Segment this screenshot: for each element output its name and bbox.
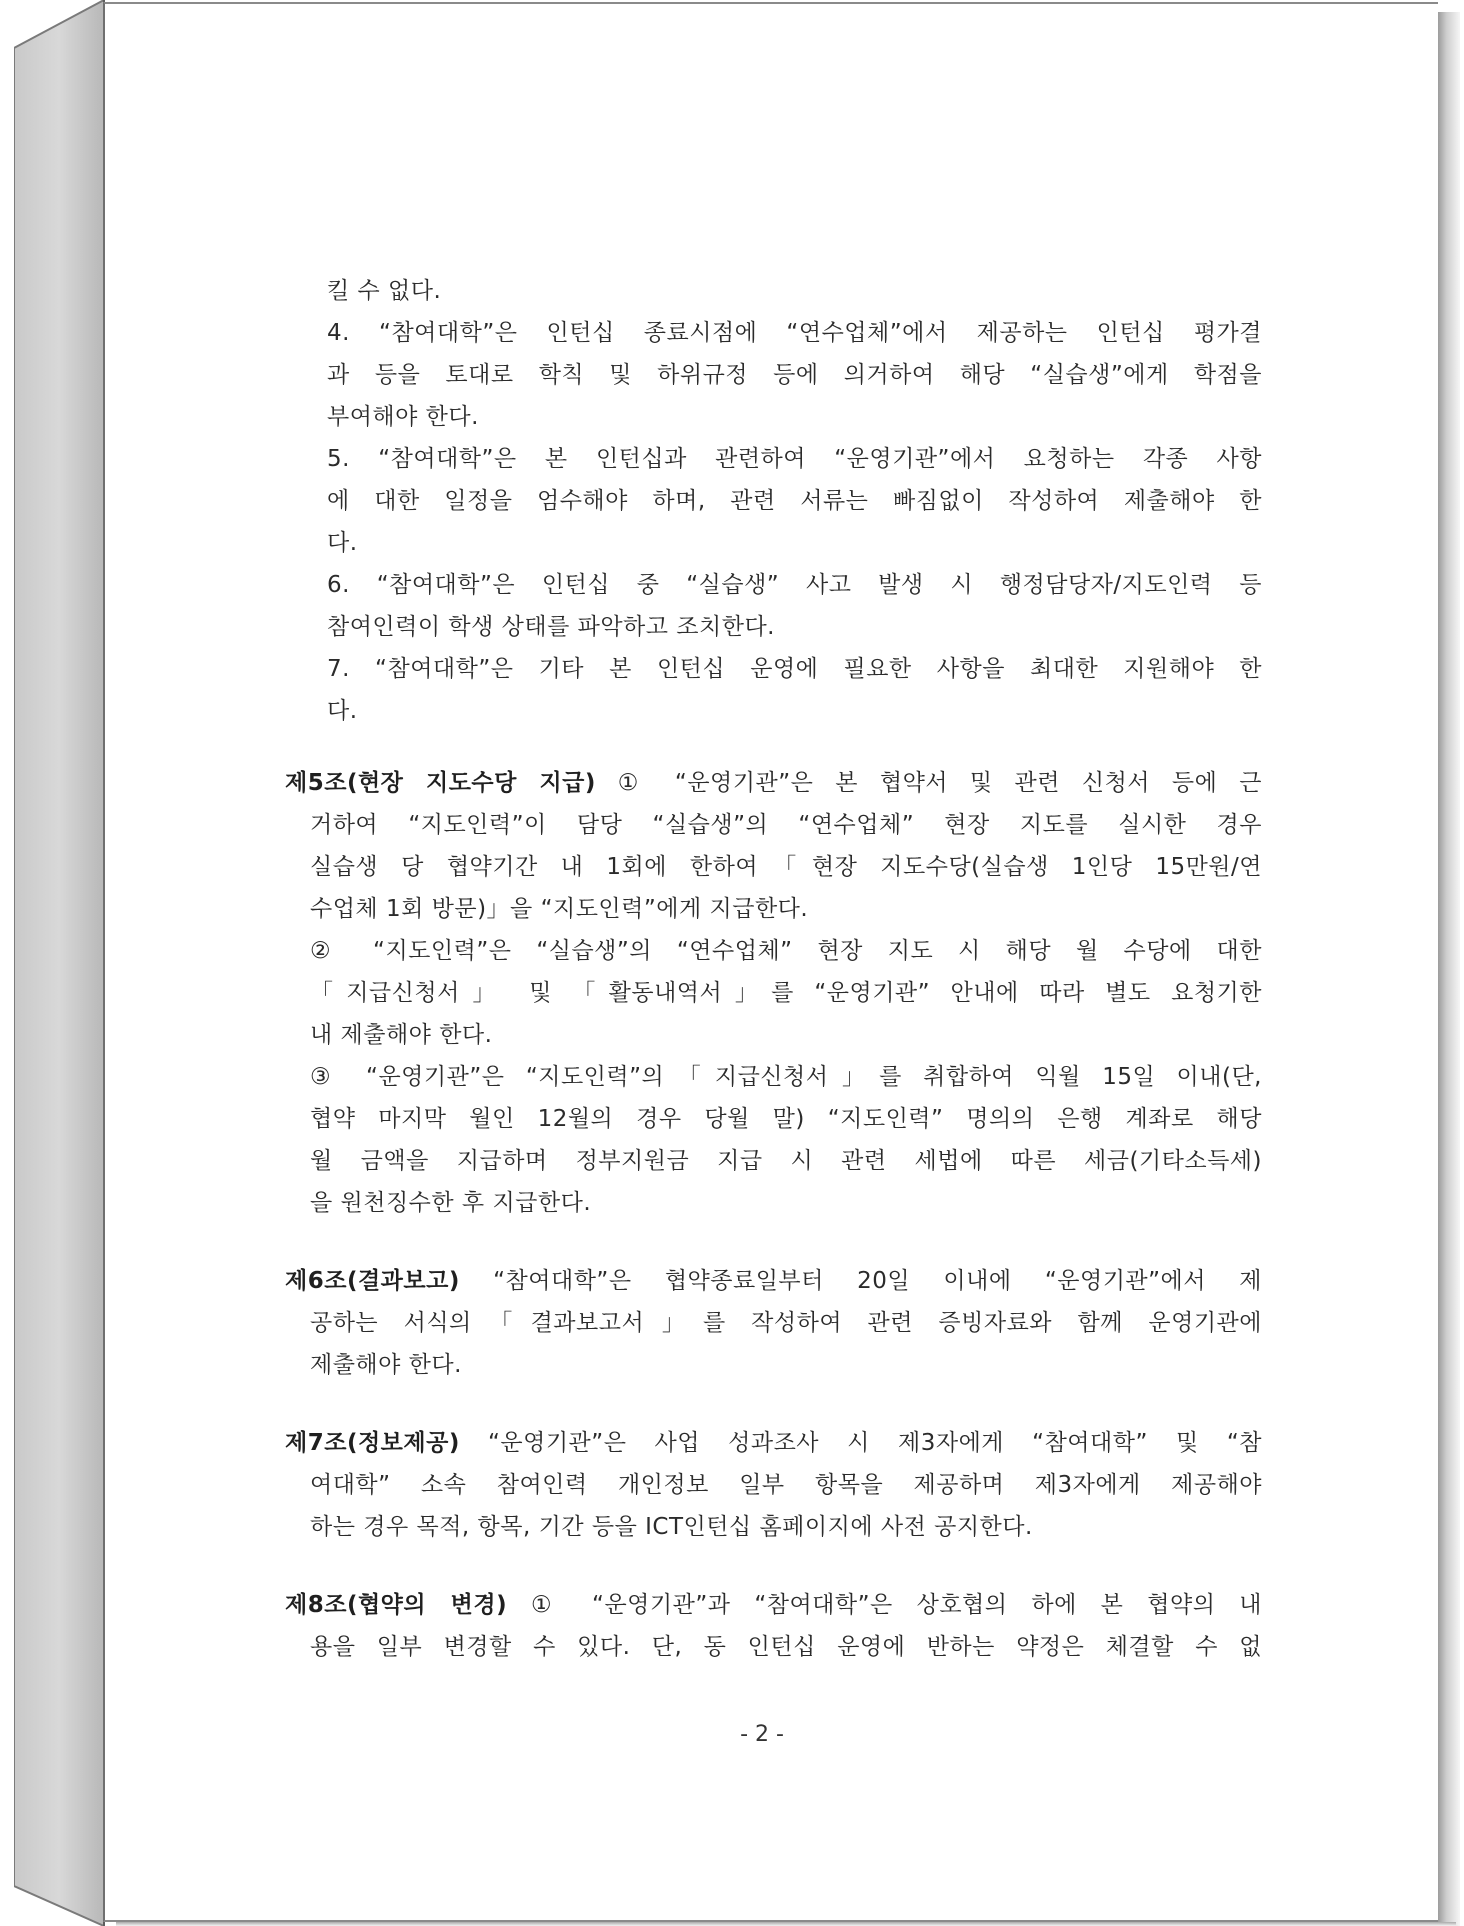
text-line: ① “운영기관”은 본 협약서 및 관련 신청서 등에 근 <box>595 770 1262 796</box>
text-line: 킬 수 없다. <box>327 278 442 304</box>
article-6-heading: 제6조(결과보고) <box>285 1268 460 1294</box>
text-line: 을 원천징수한 후 지급한다. <box>310 1190 592 1216</box>
article-5-first-line <box>285 762 1262 804</box>
text-line: 거하여 “지도인력”이 담당 “실습생”의 “연수업체” 현장 지도를 실시한 경우 <box>310 812 1262 838</box>
page-number: - 2 - <box>740 1722 784 1747</box>
article-6-first-line <box>285 1260 1262 1302</box>
text-line: 공하는 서식의「결과보고서」를 작성하여 관련 증빙자료와 함께 운영기관에 <box>310 1310 1262 1336</box>
page-shadow-bottom <box>116 1922 1456 1926</box>
text-line: 「지급신청서」 및 「활동내역서」를 “운영기관” 안내에 따라 별도 요청기한 <box>310 980 1262 1006</box>
article-5-heading: 제5조(현장 지도수당 지급) <box>285 770 596 796</box>
page-content <box>285 270 1262 1668</box>
text-line: “운영기관”은 사업 성과조사 시 제3자에게 “참여대학” 및 “참 <box>459 1430 1262 1456</box>
article-7-heading: 제7조(정보제공) <box>285 1430 460 1456</box>
text-line: 4. “참여대학”은 인턴십 종료시점에 “연수업체”에서 제공하는 인턴십 평가결 <box>327 320 1262 346</box>
text-line: 협약 마지막 월인 12월의 경우 당월 말) “지도인력” 명의의 은행 계좌로 해당 <box>310 1106 1262 1132</box>
text-line: 수업체 1회 방문)」을 “지도인력”에게 지급한다. <box>310 896 809 922</box>
text-line: 참여인력이 학생 상태를 파악하고 조치한다. <box>327 614 775 640</box>
article-8-first-line <box>285 1584 1262 1626</box>
text-line: 용을 일부 변경할 수 있다. 단, 동 인턴십 운영에 반하는 약정은 체결할 수 없 <box>310 1634 1262 1660</box>
text-line: 다. <box>327 530 358 556</box>
text-line: 다. <box>327 698 358 724</box>
text-line: 내 제출해야 한다. <box>310 1022 493 1048</box>
text-line: ③ “운영기관”은 “지도인력”의「지급신청서」를 취합하여 익월 15일 이내(단, <box>310 1064 1262 1090</box>
text-line: 실습생 당 협약기간 내 1회에 한하여「현장 지도수당(실습생 1인당 15만원/연 <box>310 854 1262 880</box>
text-line: 여대학” 소속 참여인력 개인정보 일부 항목을 제공하며 제3자에게 제공해야 <box>310 1472 1262 1498</box>
page-shadow-right <box>1438 12 1460 1926</box>
text-line: ② “지도인력”은 “실습생”의 “연수업체” 현장 지도 시 해당 월 수당에 대한 <box>310 938 1262 964</box>
text-line: “참여대학”은 협약종료일부터 20일 이내에 “운영기관”에서 제 <box>459 1268 1262 1294</box>
text-line: 에 대한 일정을 엄수해야 하며, 관련 서류는 빠짐없이 작성하여 제출해야 한 <box>327 488 1262 514</box>
text-line: 제출해야 한다. <box>310 1352 462 1378</box>
text-line: 5. “참여대학”은 본 인턴십과 관련하여 “운영기관”에서 요청하는 각종 사항 <box>327 446 1262 472</box>
text-line: 과 등을 토대로 학칙 및 하위규정 등에 의거하여 해당 “실습생”에게 학점을 <box>327 362 1262 388</box>
text-line: ① “운영기관”과 “참여대학”은 상호협의 하에 본 협약의 내 <box>507 1592 1262 1618</box>
text-line: 7. “참여대학”은 기타 본 인턴십 운영에 필요한 사항을 최대한 지원해야 한 <box>327 656 1262 682</box>
text-line: 월 금액을 지급하며 정부지원금 지급 시 관련 세법에 따른 세금(기타소득세) <box>310 1148 1262 1174</box>
book-spine <box>14 0 106 1926</box>
article-8-heading: 제8조(협약의 변경) <box>285 1592 508 1618</box>
text-line: 하는 경우 목적, 항목, 기간 등을 ICT인턴십 홈페이지에 사전 공지한다. <box>310 1514 1033 1540</box>
article-7-first-line <box>285 1422 1262 1464</box>
text-line: 부여해야 한다. <box>327 404 479 430</box>
text-line: 6. “참여대학”은 인턴십 중 “실습생” 사고 발생 시 행정담당자/지도인력 등 <box>327 572 1262 598</box>
